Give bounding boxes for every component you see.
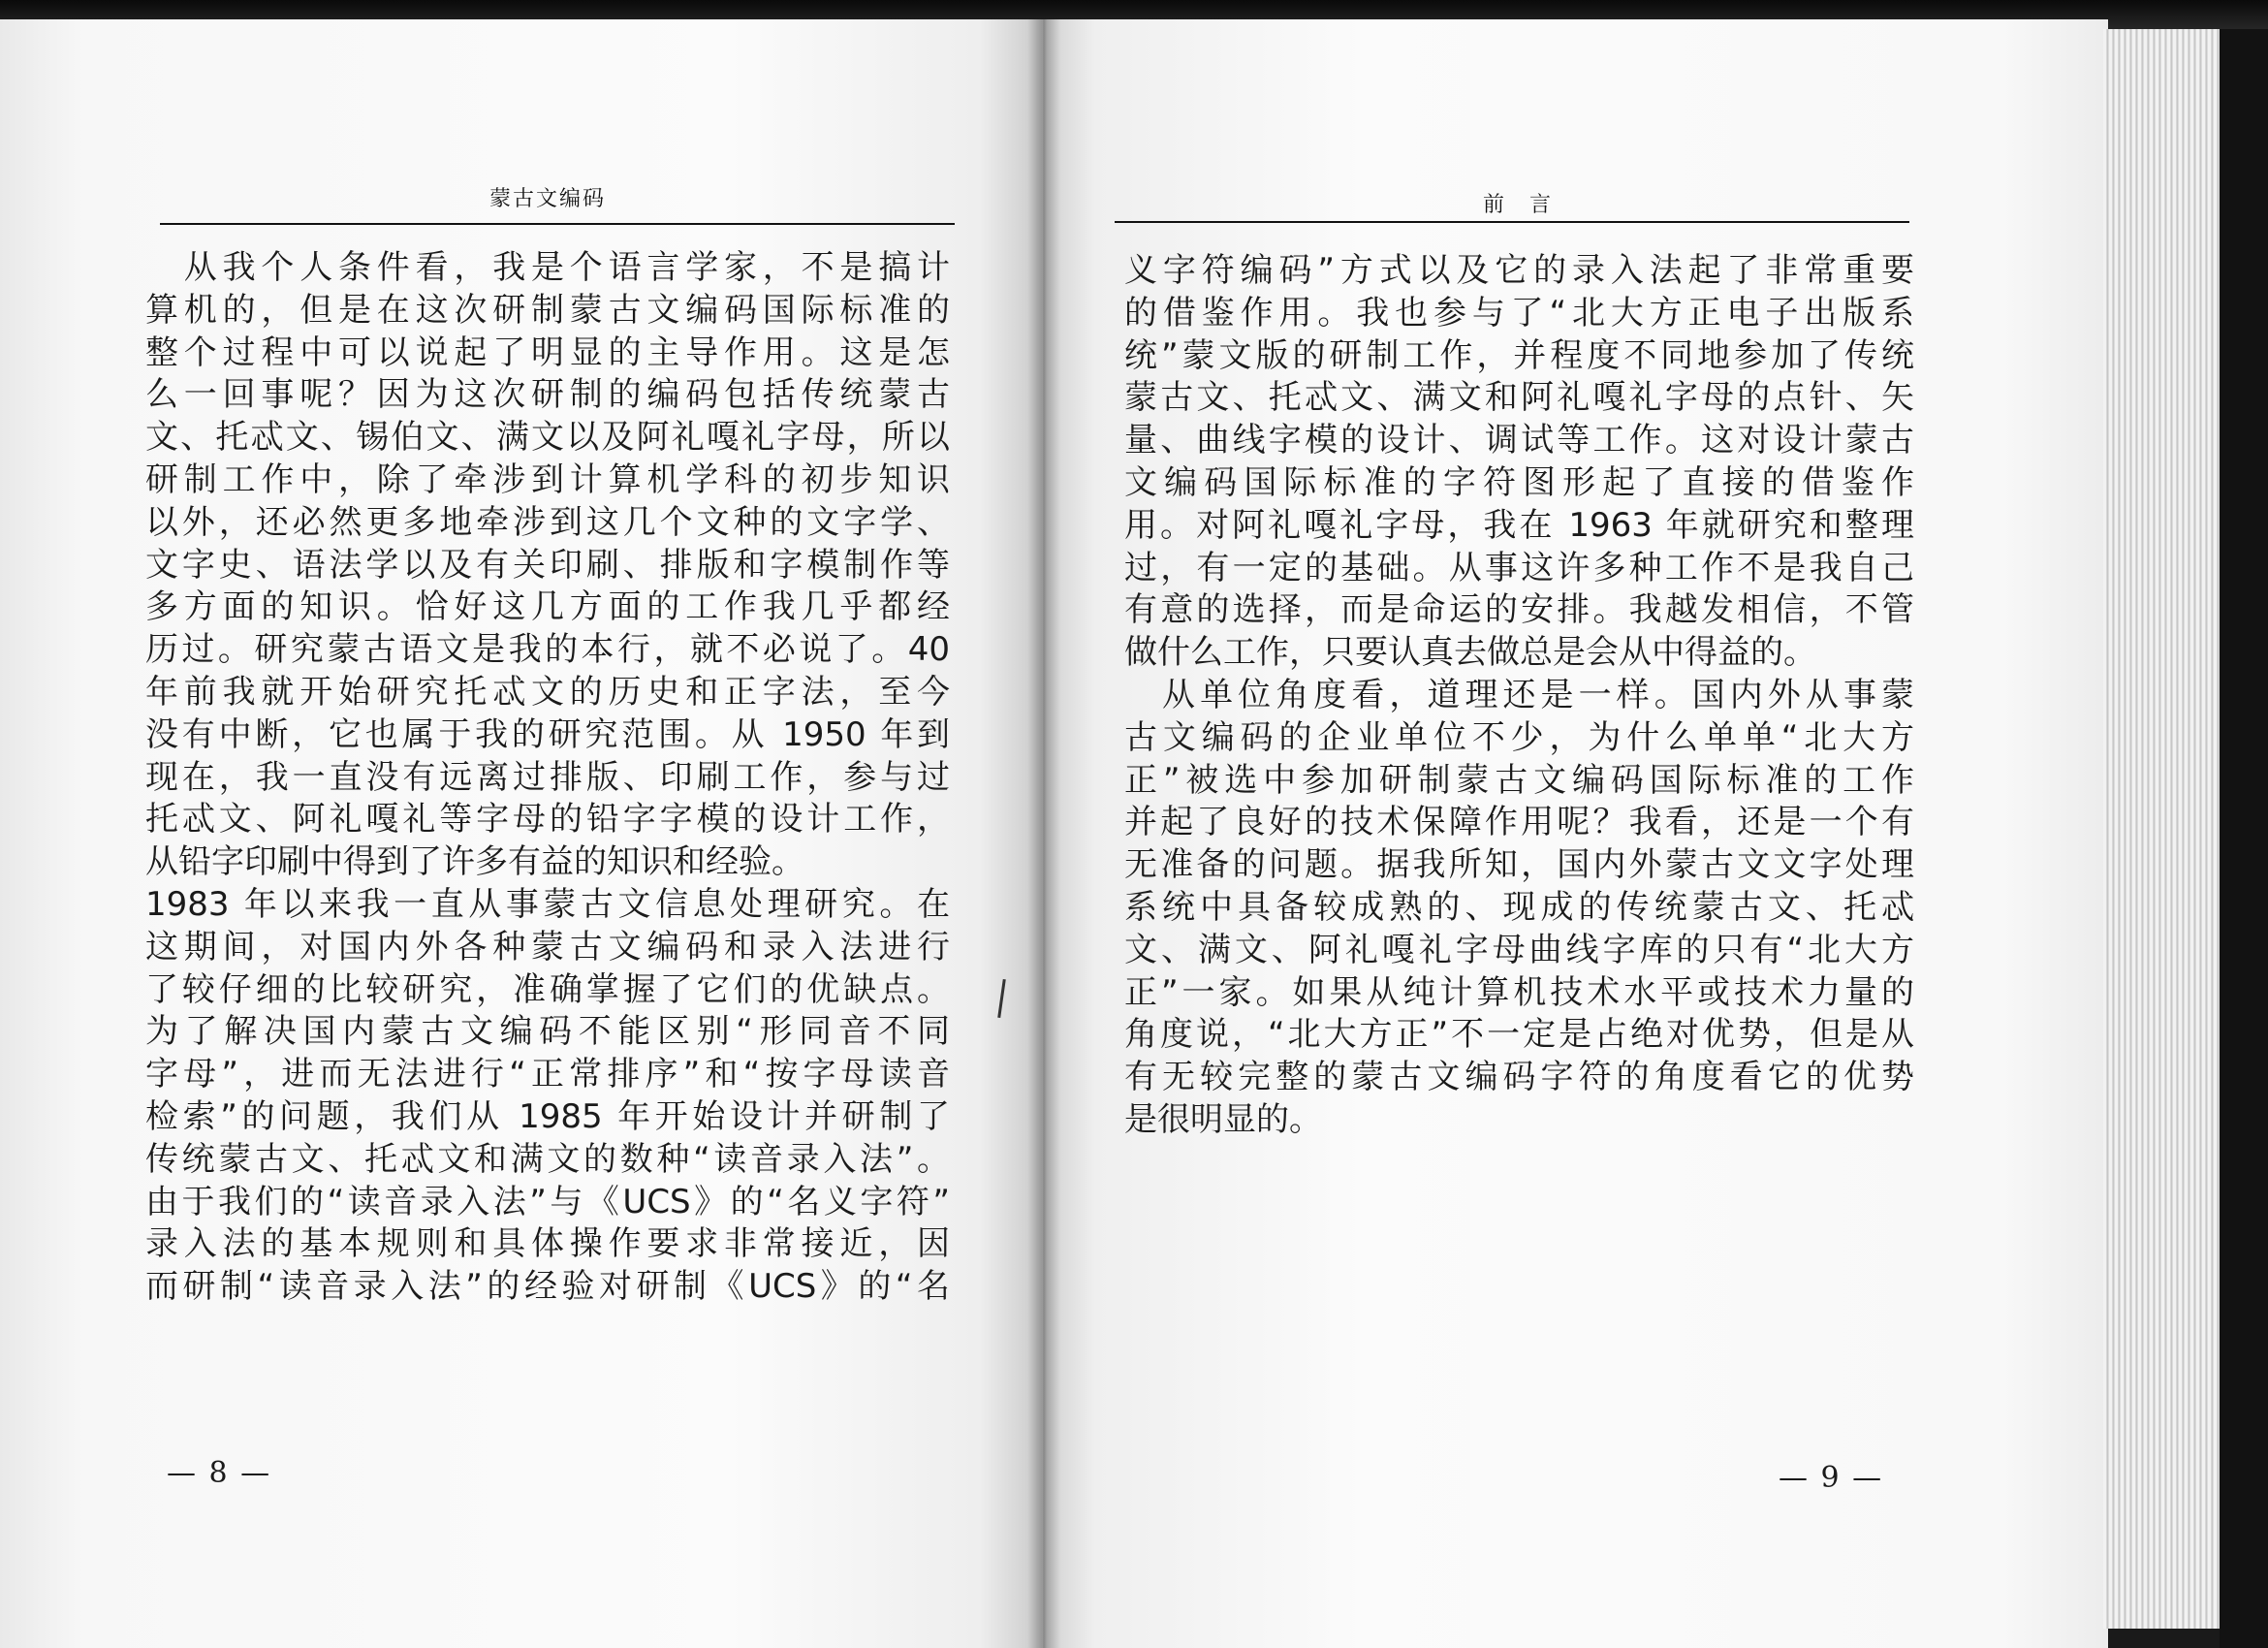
text-line: 并起了良好的技术保障作用呢？我看，还是一个有 (1124, 803, 1914, 842)
text-line: 有意的选择，而是命运的安排。我越发相信，不管 (1124, 590, 1914, 630)
text-line: 传统蒙古文、托忒文和满文的数种“读音录入法”。 (145, 1139, 950, 1179)
text-line: 么一回事呢？因为这次研制的编码包括传统蒙古 (145, 375, 950, 415)
text-line: 了较仔细的比较研究，准确掌握了它们的优缺点。 (145, 969, 950, 1009)
text-line: 字母”，进而无法进行“正常排序”和“按字母读音 (145, 1055, 950, 1094)
text-line: 义字符编码”方式以及它的录入法起了非常重要 (1124, 251, 1914, 290)
text-line: 系统中具备较成熟的、现成的传统蒙古文、托忒 (1124, 887, 1914, 927)
text-line: 从铅字印刷中得到了许多有益的知识和经验。 (145, 842, 804, 882)
text-line: 历过。研究蒙古语文是我的本行，就不必说了。40 (145, 630, 950, 670)
text-line: 是很明显的。 (1124, 1099, 1322, 1139)
text-line: 算机的，但是在这次研制蒙古文编码国际标准的 (145, 290, 950, 330)
text-line: 文字史、语法学以及有关印刷、排版和字模制作等 (145, 545, 950, 585)
left-body-text (145, 247, 950, 1309)
text-line: 研制工作中，除了牵涉到计算机学科的初步知识 (145, 460, 950, 499)
text-line: 这期间，对国内外各种蒙古文编码和录入法进行 (145, 927, 950, 967)
text-line: 正”被选中参加研制蒙古文编码国际标准的工作 (1124, 760, 1914, 800)
scan-right-border (2220, 29, 2268, 1648)
text-line: 多方面的知识。恰好这几方面的工作我几乎都经 (145, 587, 950, 627)
text-line: 有无较完整的蒙古文编码字符的角度看它的优势 (1124, 1058, 1914, 1097)
text-line: 用。对阿礼嘎礼字母，我在 1963 年就研究和整理 (1124, 505, 1914, 545)
text-line: 检索”的问题，我们从 1985 年开始设计并研制了 (145, 1096, 950, 1136)
text-line: 为了解决国内蒙古文编码不能区别“形同音不同 (145, 1012, 950, 1052)
text-line: 正”一家。如果从纯计算机技术水平或技术力量的 (1124, 972, 1914, 1012)
text-line: 以外，还必然更多地牵涉到这几个文种的文字学、 (145, 502, 950, 542)
text-line: 年前我就开始研究托忒文的历史和正字法，至今 (145, 672, 950, 712)
right-running-head: 前 言 (1483, 193, 1554, 217)
text-line: 1983 年以来我一直从事蒙古文信息处理研究。在 (145, 884, 950, 924)
text-line: 从单位角度看，道理还是一样。国内外从事蒙 (1124, 675, 1914, 714)
right-folio: — 9 — (1779, 1461, 1884, 1495)
text-line: 从我个人条件看，我是个语言学家，不是搞计 (145, 248, 950, 287)
page-edges (2103, 29, 2222, 1629)
text-line: 文、满文、阿礼嘎礼字母曲线字库的只有“北大方 (1124, 930, 1914, 969)
text-line: 由于我们的“读音录入法”与《UCS》的“名义字符” (145, 1182, 950, 1221)
text-line: 没有中断，它也属于我的研究范围。从 1950 年到 (145, 714, 950, 754)
text-line: 文、托忒文、锡伯文、满文以及阿礼嘎礼字母，所以 (145, 418, 950, 458)
right-body-text (1124, 250, 1914, 1142)
text-line: 蒙古文、托忒文、满文和阿礼嘎礼字母的点针、矢 (1124, 378, 1914, 418)
text-line: 角度说，“北大方正”不一定是占绝对优势，但是从 (1124, 1015, 1914, 1055)
text-line: 录入法的基本规则和具体操作要求非常接近，因 (145, 1224, 950, 1264)
left-running-head: 蒙古文编码 (489, 187, 607, 211)
text-line: 古文编码的企业单位不少，为什么单单“北大方 (1124, 717, 1914, 757)
text-line: 过，有一定的基础。从事这许多种工作不是我自己 (1124, 548, 1914, 587)
left-header-rule (160, 223, 955, 225)
text-line: 现在，我一直没有远离过排版、印刷工作，参与过 (145, 757, 950, 797)
text-line: 统”蒙文版的研制工作，并程度不同地参加了传统 (1124, 335, 1914, 375)
text-line: 做什么工作，只要认真去做总是会从中得益的。 (1124, 633, 1816, 673)
text-line: 文编码国际标准的字符图形起了直接的借鉴作 (1124, 462, 1914, 502)
book-gutter (1027, 19, 1060, 1648)
left-folio: — 8 — (167, 1456, 272, 1490)
text-line: 托忒文、阿礼嘎礼等字母的铅字字模的设计工作， (145, 800, 950, 840)
right-header-rule (1115, 221, 1909, 223)
text-line: 量、曲线字模的设计、调试等工作。这对设计蒙古 (1124, 421, 1914, 460)
text-line: 整个过程中可以说起了明显的主导作用。这是怎 (145, 333, 950, 372)
text-line: 而研制“读音录入法”的经验对研制《UCS》的“名 (145, 1267, 950, 1307)
text-line: 无准备的问题。据我所知，国内外蒙古文文字处理 (1124, 845, 1914, 885)
text-line: 的借鉴作用。我也参与了“北大方正电子出版系 (1124, 293, 1914, 333)
show-through-ghost-text (1163, 1352, 1174, 1391)
